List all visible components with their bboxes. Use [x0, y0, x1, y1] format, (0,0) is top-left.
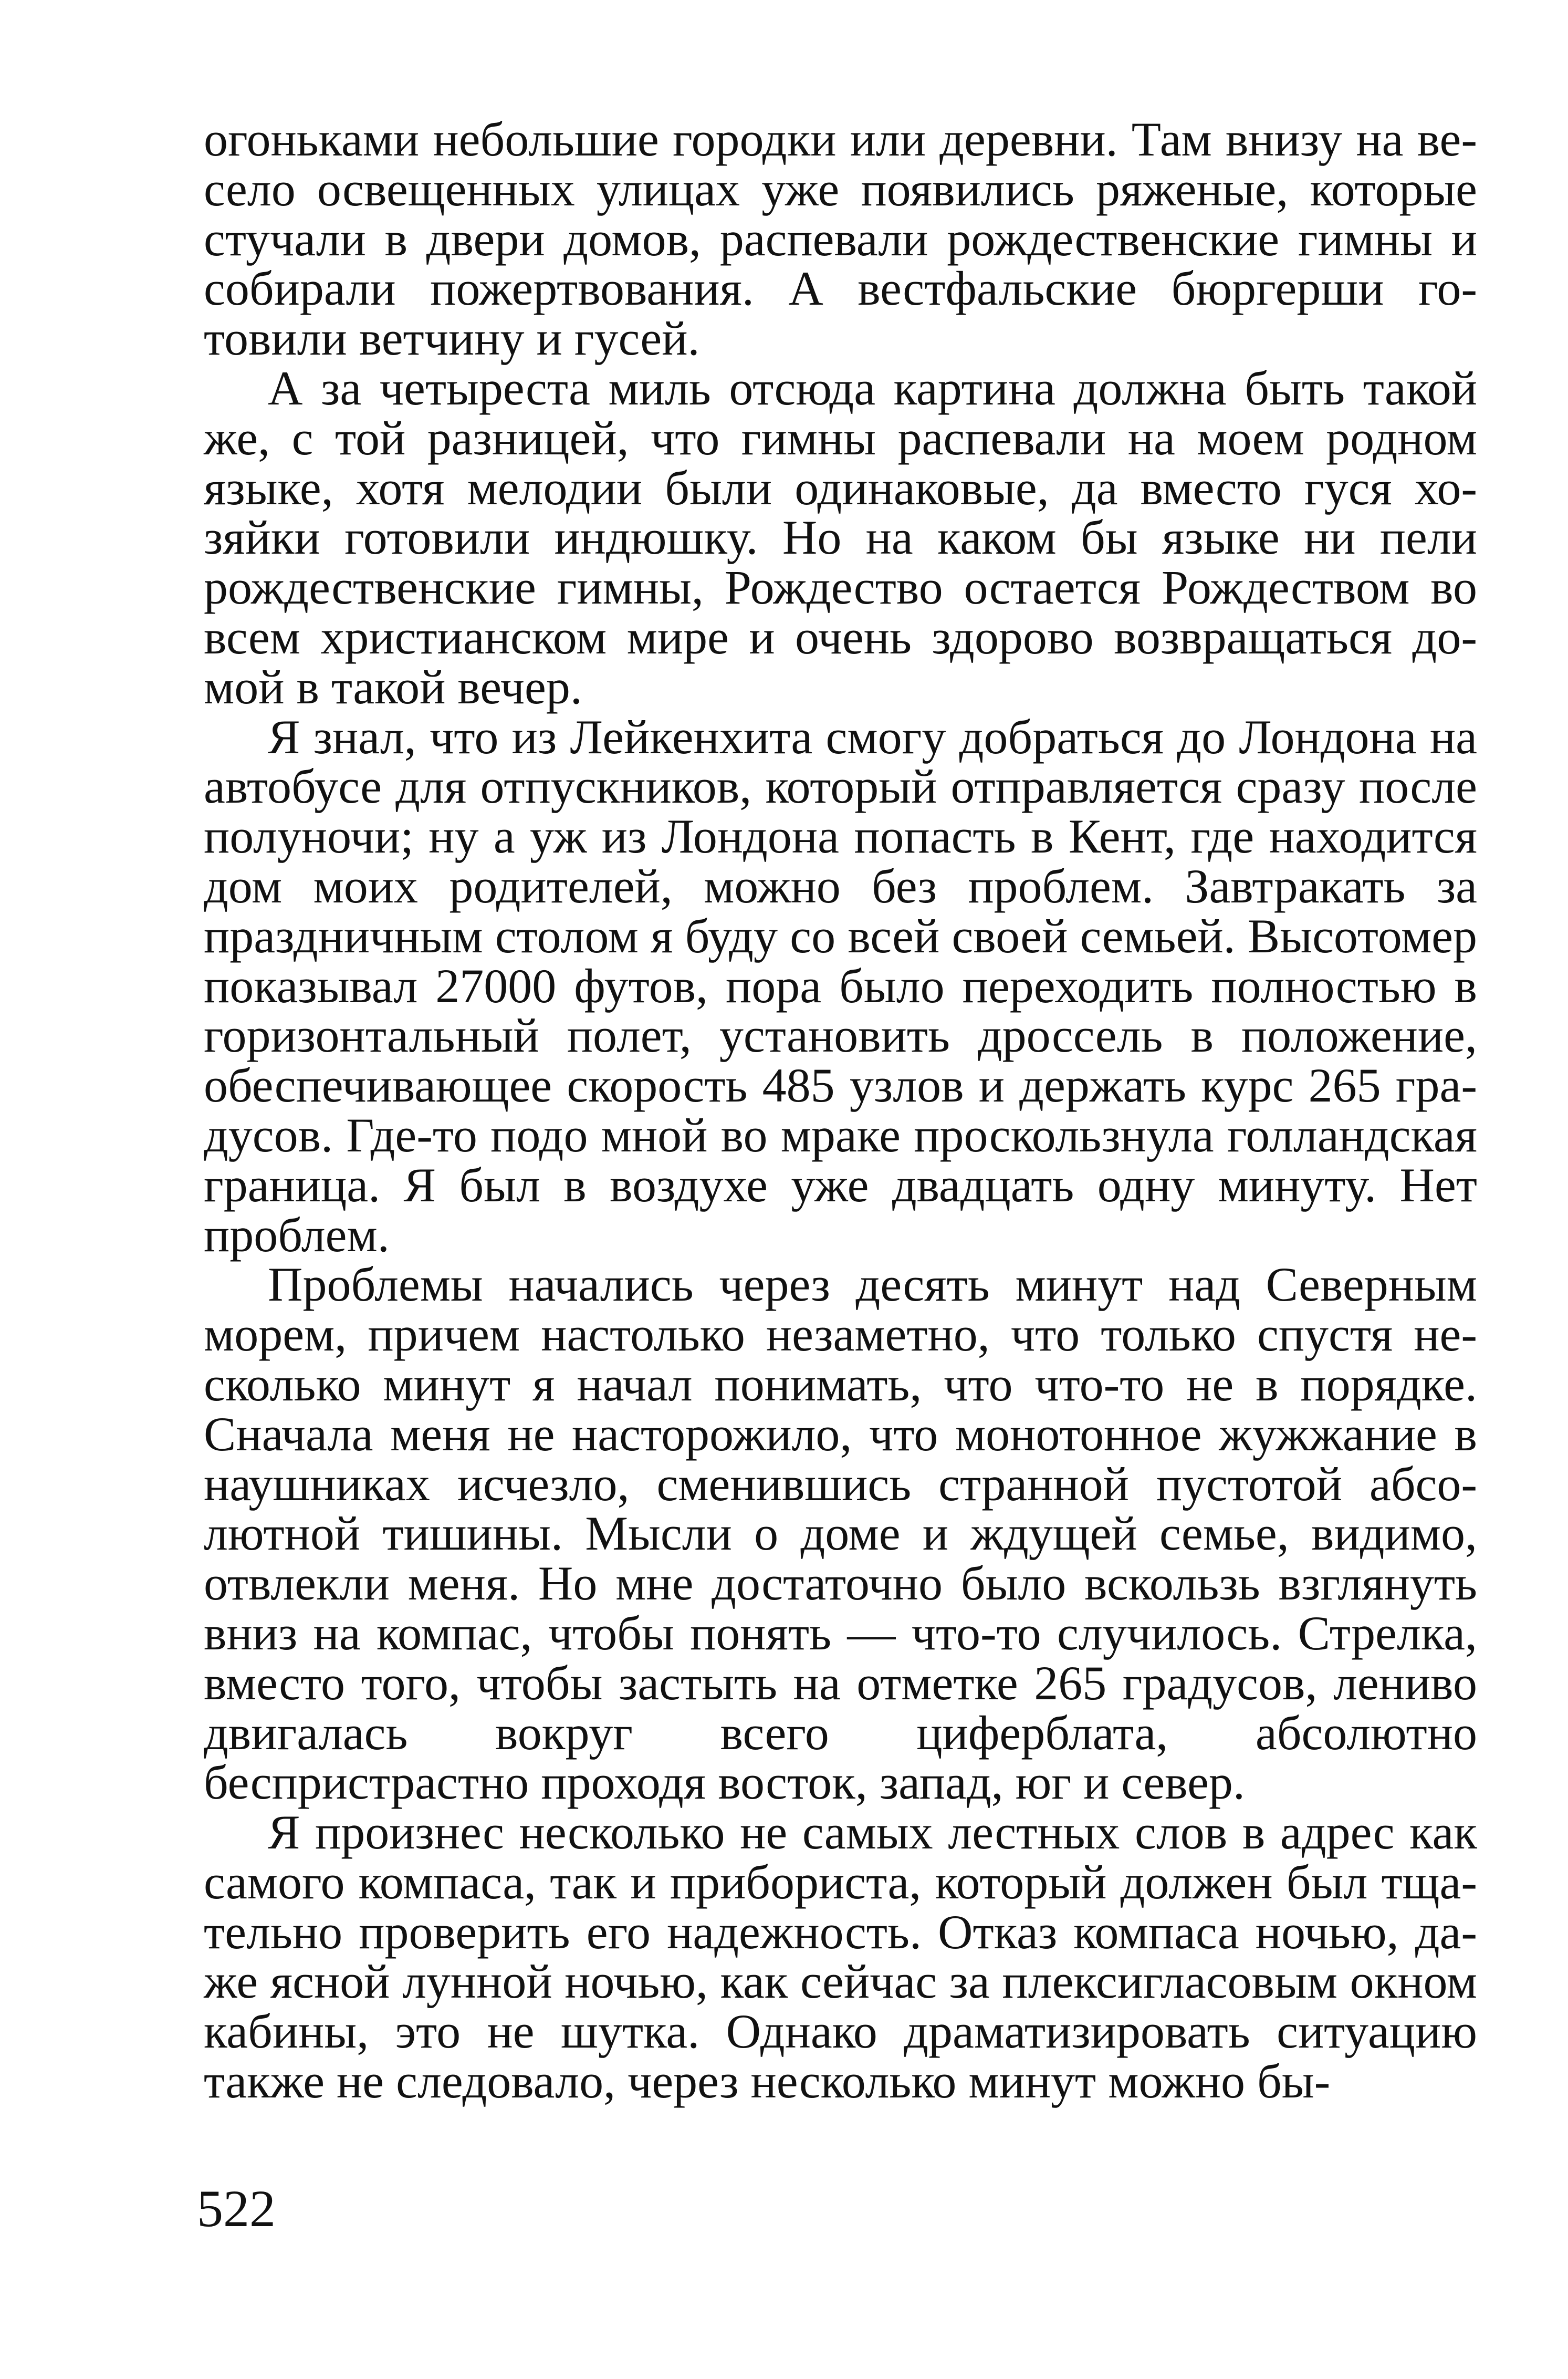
paragraph-1: огоньками небольшие городки или деревни. Там внизу на весело освещенных улицах уже появились ряженые, которые стучали в двери домов, распевали рождественские гимны и собирали пожертвования. А вестфальские бюргерши готовили ветчину и гусей. [204, 112, 1477, 366]
page-number: 522 [197, 2179, 276, 2238]
paragraph-3: Я знал, что из Лейкенхита смогу добраться до Лондона на автобусе для отпускников, который отправляется сразу после полуночи; ну а уж из Лондона попасть в Кент, где находится дом моих родителей, можно без проблем. Завтракать за праздничным столом я буду со всей своей семьей. Высотомер показывал 27000 футов, пора было переходить полностью в горизонтальный полет, установить дроссель в положение, обеспечивающее скорость 485 узлов и держать курс 265 градусов. Где-то подо мной во мраке проскользнула голландская граница. Я был в воздухе уже двадцать одну минуту. Нет проблем. [204, 710, 1477, 1262]
body-text [204, 112, 1477, 2108]
paragraph-4: Проблемы начались через десять минут над Северным морем, причем настолько незаметно, что только спустя несколько минут я начал понимать, что что-то не в порядке. Сначала меня не насторожило, что монотонное жужжание в наушниках исчезло, сменившись странной пустотой абсолютной тишины. Мысли о доме и ждущей семье, видимо, отвлекли меня. Но мне достаточно было вскользь взглянуть вниз на компас, чтобы понять — что-то случилось. Стрелка, вместо того, чтобы застыть на отметке 265 градусов, лениво двигалась вокруг всего циферблата, абсолютно беспристрастно проходя восток, запад, юг и север. [204, 1258, 1477, 1810]
paragraph-2: А за четыреста миль отсюда картина должна быть такой же, с той разницей, что гимны распевали на моем родном языке, хотя мелодии были одинаковые, да вместо гуся хозяйки готовили индюшку. Но на каком бы языке ни пели рождественские гимны, Рождество остается Рождеством во всем христианском мире и очень здорово возвращаться домой в такой вечер. [204, 361, 1477, 714]
paragraph-5: Я произнес несколько не самых лестных слов в адрес как самого компаса, так и прибориста, который должен был тщательно проверить его надежность. Отказ компаса ночью, даже ясной лунной ночью, как сейчас за плексигласовым окном кабины, это не шутка. Однако драматизировать ситуацию также не следовало, через несколько минут можно бы- [204, 1805, 1477, 2108]
